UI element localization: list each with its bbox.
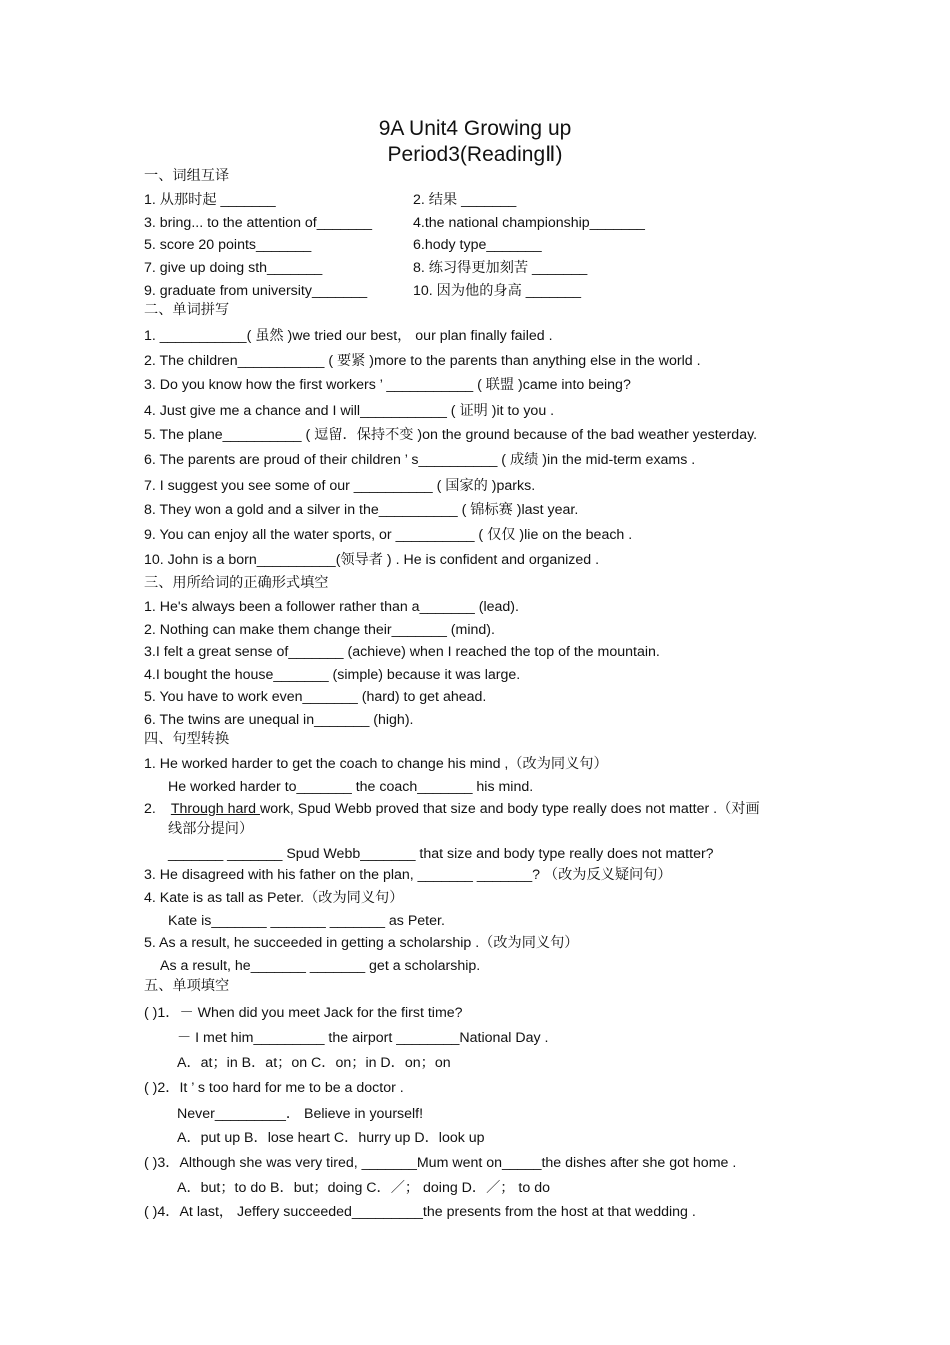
item-text: work, Spud Webb proved that size and body type really does not matter .（对画 — [259, 801, 760, 817]
underlined-phrase: Through hard — [170, 801, 260, 817]
section-1-heading: 一、词组互译 — [144, 168, 230, 184]
spelling-item: 9. You can enjoy all the water sports, or __________ ( 仅仅 )lie on the beach . — [144, 527, 633, 543]
phrase-item: 6.hody type_______ — [413, 237, 542, 253]
transform-answer-line: He worked harder to_______ the coach_______ his mind. — [168, 779, 534, 795]
transform-item-cont: 线部分提问） — [168, 821, 254, 837]
transform-answer-line: _______ _______ Spud Webb_______ that size and body type really does not matter? — [168, 846, 714, 862]
phrase-item: 9. graduate from university_______ — [144, 283, 368, 299]
spelling-item: 8. They won a gold and a silver in the__________ ( 锦标赛 )last year. — [144, 502, 579, 518]
section-2-heading: 二、单词拼写 — [144, 302, 230, 318]
phrase-item: 5. score 20 points_______ — [144, 237, 312, 253]
phrase-item: 1. 从那时起 _______ — [144, 192, 276, 208]
phrase-item: 4.the national championship_______ — [413, 215, 645, 231]
mcq-question: ( )3．Although she was very tired, _______Mum went on_____the dishes after she got home . — [144, 1155, 737, 1171]
mcq-question: ( )2．It ’ s too hard for me to be a doctor . — [144, 1080, 404, 1096]
mcq-options: A．but；to do B．but；doing C．／； doing D．／； to do — [177, 1180, 550, 1196]
mcq-question-cont: － I met him_________ the airport ________National Day . — [177, 1030, 549, 1046]
spelling-item: 5. The plane__________ ( 逗留．保持不变 )on the ground because of the bad weather yesterday. — [144, 427, 758, 443]
word-form-item: 3.I felt a great sense of_______ (achieve) when I reached the top of the mountain. — [144, 644, 660, 660]
spelling-item: 10. John is a born__________(领导者 ) . He is confident and organized . — [144, 552, 600, 568]
spelling-item: 4. Just give me a chance and I will___________ ( 证明 )it to you . — [144, 403, 555, 419]
word-form-item: 5. You have to work even_______ (hard) to get ahead. — [144, 689, 487, 705]
spelling-item: 7. I suggest you see some of our __________ ( 国家的 )parks. — [144, 478, 536, 494]
page-subtitle: Period3(ReadingⅡ) — [387, 143, 563, 166]
mcq-options: A．at；in B．at；on C．on；in D．on；on — [177, 1055, 451, 1071]
section-4-heading: 四、句型转换 — [144, 731, 230, 747]
spelling-item: 6. The parents are proud of their children ’ s__________ ( 成绩 )in the mid-term exams . — [144, 452, 696, 468]
transform-answer-line: Kate is_______ _______ _______ as Peter. — [168, 913, 445, 929]
phrase-item: 10. 因为他的身高 _______ — [413, 283, 581, 299]
phrase-item: 8. 练习得更加刻苦 _______ — [413, 260, 588, 276]
section-3-heading: 三、用所给词的正确形式填空 — [144, 575, 329, 591]
section-5-heading: 五、单项填空 — [144, 978, 230, 994]
transform-item: 1. He worked harder to get the coach to change his mind ,（改为同义句） — [144, 756, 608, 772]
phrase-item: 7. give up doing sth_______ — [144, 260, 323, 276]
transform-item: 3. He disagreed with his father on the plan, _______ _______? （改为反义疑问句） — [144, 867, 672, 883]
word-form-item: 1. He's always been a follower rather than a_______ (lead). — [144, 599, 519, 615]
item-number: 2. — [144, 801, 156, 817]
spelling-item: 1. ___________( 虽然 )we tried our best， our plan finally failed . — [144, 328, 553, 344]
page-title: 9A Unit4 Growing up — [378, 117, 572, 140]
word-form-item: 2. Nothing can make them change their_______ (mind). — [144, 622, 495, 638]
mcq-question: ( )1．－ When did you meet Jack for the first time? — [144, 1005, 463, 1021]
transform-item — [144, 800, 760, 818]
transform-answer-line: As a result, he_______ _______ get a scholarship. — [160, 958, 481, 974]
mcq-question-cont: Never_________． Believe in yourself! — [177, 1106, 424, 1122]
phrase-item: 2. 结果 _______ — [413, 192, 517, 208]
mcq-options: A．put up B．lose heart C．hurry up D．look up — [177, 1130, 485, 1146]
word-form-item: 6. The twins are unequal in_______ (high). — [144, 712, 414, 728]
mcq-question: ( )4．At last， Jeffery succeeded_________the presents from the host at that wedding . — [144, 1204, 696, 1220]
transform-item: 5. As a result, he succeeded in getting a scholarship .（改为同义句） — [144, 935, 579, 951]
transform-item: 4. Kate is as tall as Peter.（改为同义句） — [144, 890, 404, 906]
phrase-item: 3. bring... to the attention of_______ — [144, 215, 372, 231]
spelling-item: 2. The children___________ ( 要紧 )more to the parents than anything else in the world . — [144, 353, 701, 369]
word-form-item: 4.I bought the house_______ (simple) because it was large. — [144, 667, 521, 683]
spelling-item: 3. Do you know how the first workers ’ ___________ ( 联盟 )came into being? — [144, 377, 631, 393]
